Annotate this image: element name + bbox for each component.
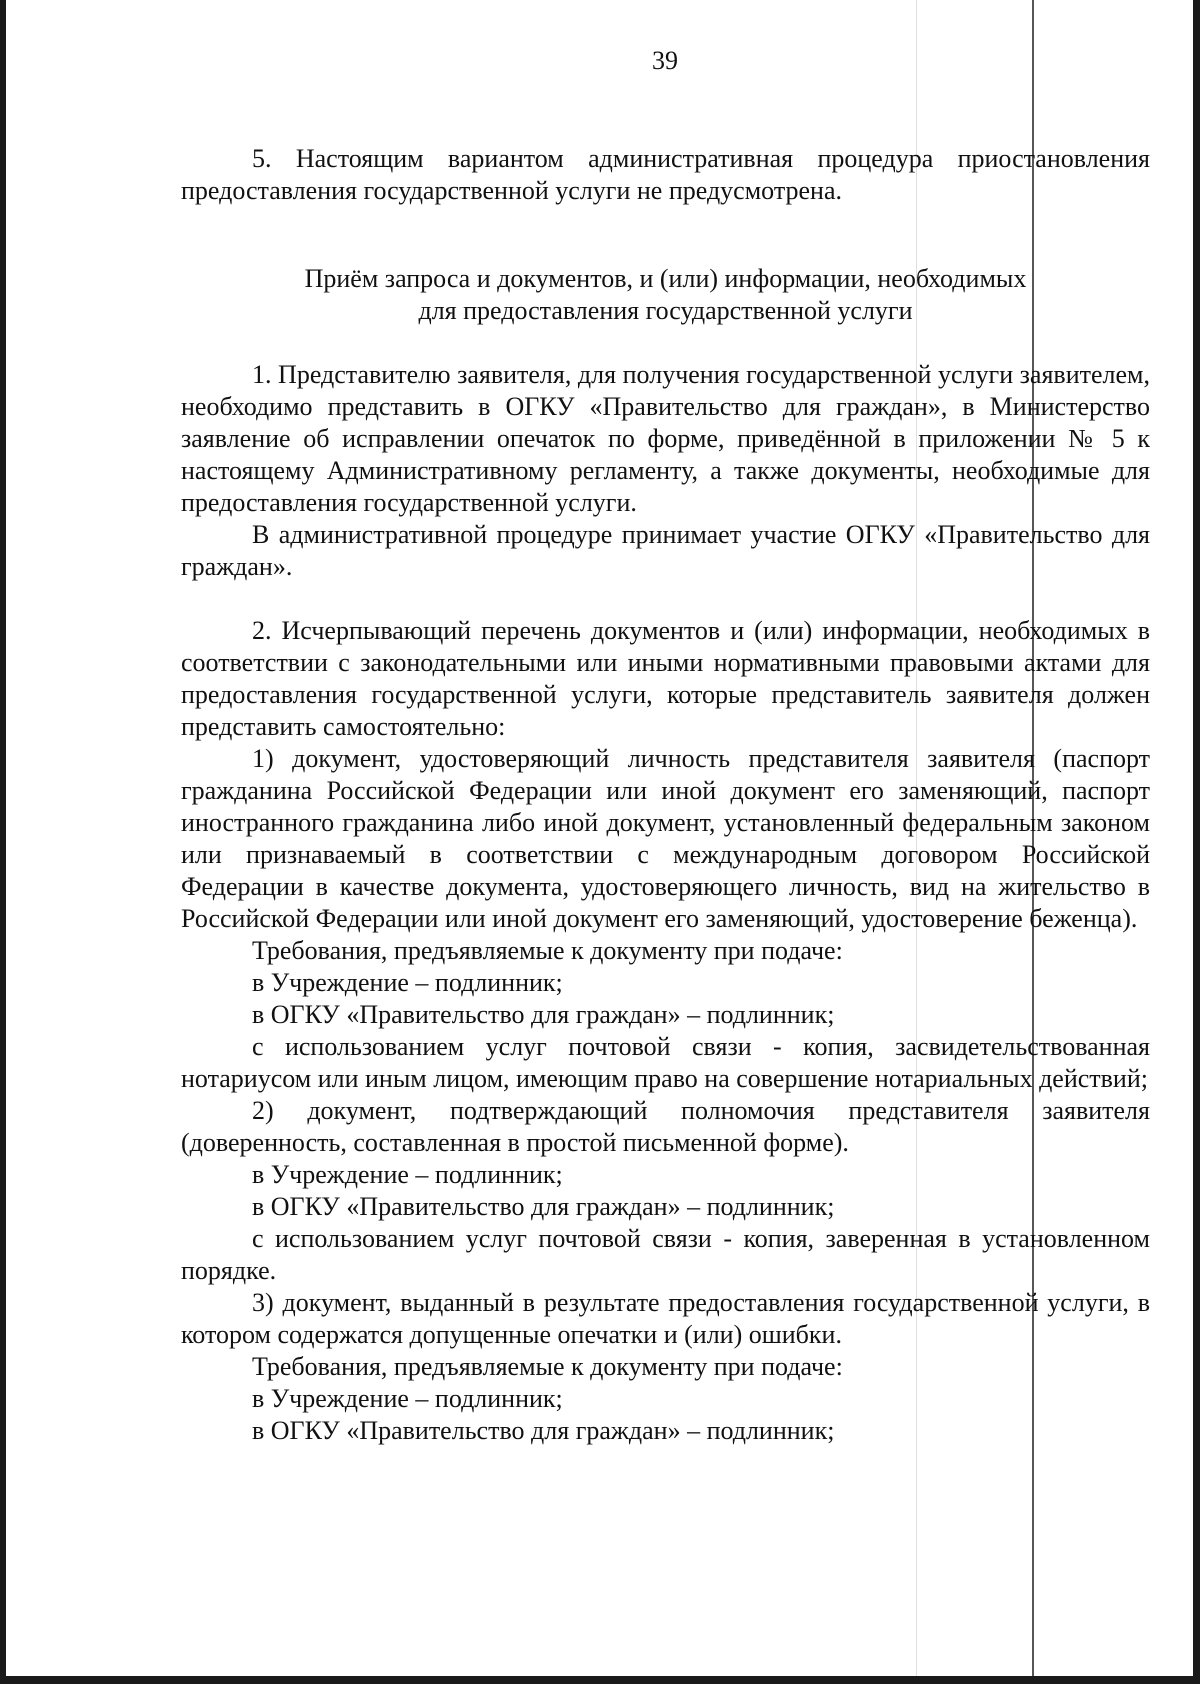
requirement-ogku: в ОГКУ «Правительство для граждан» – подлинник; [252,1192,835,1221]
scan-border-right [1193,0,1200,1682]
requirement-postal: с использованием услуг почтовой связи - копия, заверенная в установленном порядке. [181,1224,1150,1285]
paragraph-5-suspension: 5. Настоящим вариантом административная процедура приостановления предоставления государственной услуги не предусмотрена. [181,144,1150,205]
paragraph-participation: В административной процедуре принимает участие ОГКУ «Правительство для граждан». [181,520,1150,581]
requirements-label: Требования, предъявляемые к документу при подаче: [252,1352,843,1381]
list-item-2-authority-document: 2) документ, подтверждающий полномочия представителя заявителя (доверенность, составленная в простой письменной форме). [181,1096,1150,1157]
document-body [181,143,1150,1447]
requirement-institution: в Учреждение – подлинник; [252,1384,563,1413]
paragraph-2-document-list: 2. Исчерпывающий перечень документов и (или) информации, необходимых в соответствии с законодательными или иными нормативными правовыми актами для предоставления государственной услуги, которые представитель заявителя должен представить самостоятельно: [181,616,1150,741]
requirement-ogku: в ОГКУ «Правительство для граждан» – подлинник; [252,1416,835,1445]
section-heading-line-1: Приём запроса и документов, и (или) информации, необходимых [304,264,1027,293]
section-heading-line-2: для предоставления государственной услуги [418,296,913,325]
requirement-ogku: в ОГКУ «Правительство для граждан» – подлинник; [252,1000,835,1029]
requirements-label: Требования, предъявляемые к документу при подаче: [252,936,843,965]
list-item-1-identity-document: 1) документ, удостоверяющий личность представителя заявителя (паспорт гражданина Российской Федерации или иной документ его заменяющий, паспорт иностранного гражданина либо иной документ, установленный федеральным законом или признаваемый в соответствии с международным договором Российской Федерации в качестве документа, удостоверяющего личность, вид на жительство в Российской Федерации или иной документ его заменяющий, удостоверение беженца). [181,744,1150,933]
page-number: 39 [652,46,678,75]
requirement-postal: с использованием услуг почтовой связи - копия, засвидетельствованная нотариусом или иным лицом, имеющим право на совершение нотариальных действий; [181,1032,1150,1093]
scan-border-left [0,0,6,1682]
requirement-institution: в Учреждение – подлинник; [252,968,563,997]
list-item-3-issued-document: 3) документ, выданный в результате предоставления государственной услуги, в котором содержатся допущенные опечатки и (или) ошибки. [181,1288,1150,1349]
scan-border-bottom [0,1676,1200,1684]
requirement-institution: в Учреждение – подлинник; [252,1160,563,1189]
paragraph-1-representative: 1. Представителю заявителя, для получения государственной услуги заявителем, необходимо представить в ОГКУ «Правительство для граждан», в Министерство заявление об исправлении опечаток по форме, приведённой в приложении № 5 к настоящему Административному регламенту, а также документы, необходимые для предоставления государственной услуги. [181,360,1150,517]
